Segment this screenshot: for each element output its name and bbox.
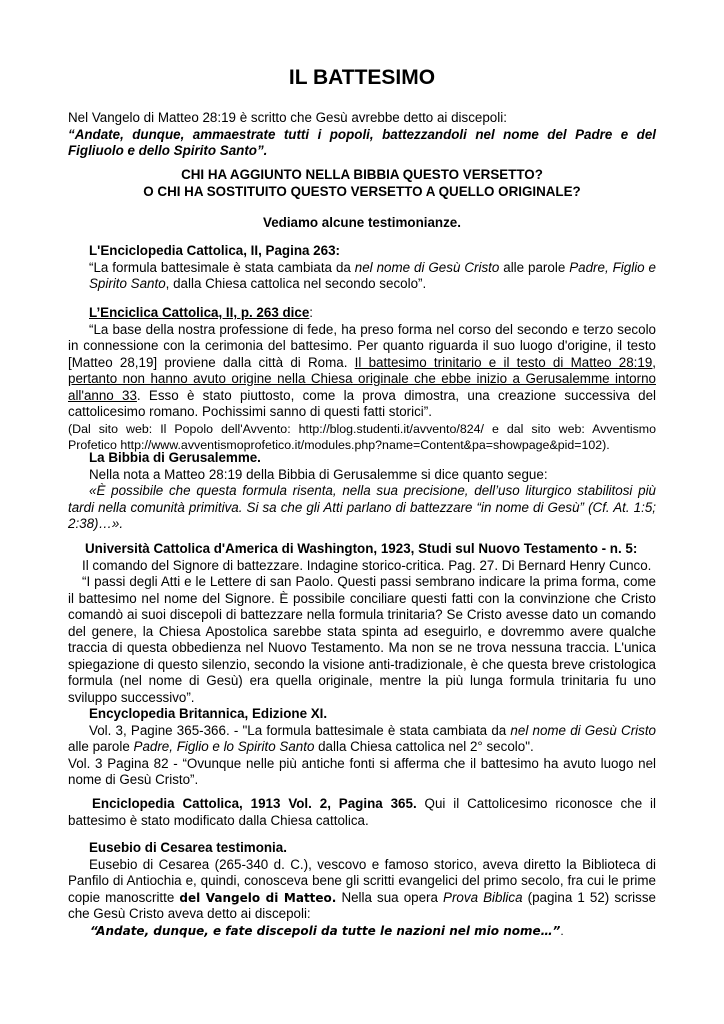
section-universita-cattolica	[68, 541, 656, 706]
question-1: CHI HA AGGIUNTO NELLA BIBBIA QUESTO VERSETTO?	[181, 167, 543, 182]
section-heading: Encyclopedia Britannica, Edizione XI.	[89, 706, 328, 721]
section-eusebio	[68, 840, 656, 939]
section-britannica	[68, 706, 656, 789]
section-text: Eusebio di Cesarea (265-340 d. C.), vescovo e famoso storico, aveva diretto la Biblioteca di Panfilo di Antiochia e, quindi, conosceva bene gli scritti evangelici del primo secolo, fra cui le prime copie manoscritte del Vangelo di Matteo. Nella sua opera Prova Biblica (pagina 1 52) scrisse che Gesù Cristo aveva detto ai discepoli:	[68, 856, 656, 921]
section-text: Vol. 3, Pagine 365-366. - "La formula battesimale è stata cambiata da nel nome di Gesù Cristo alle parole Padre, Figlio e lo Spirito Santo dalla Chiesa cattolica nel 2° secolo".	[68, 722, 656, 754]
section-source: (Dal sito web: Il Popolo dell'Avvento: http://blog.studenti.it/avvento/824/ e dal sito web: Avventismo Profetico http://www.avventismoprofetico.it/modules.php?name=Content&pa=showpage&pid=102).	[68, 421, 656, 452]
question-2: O CHI HA SOSTITUITO QUESTO VERSETTO A QUELLO ORIGINALE?	[143, 183, 581, 199]
section-text: “La base della nostra professione di fede, ha preso forma nel corso del secondo e terzo secolo in connessione con la cerimonia del battesimo. Per quanto riguarda il suo luogo d'origine, il testo [Matteo 28,19] proviene dalla città di Roma. Il battesimo trinitario e il testo di Matteo 28:19, pertanto non hanno avuto origine nella Chiesa originale che ebbe inizio a Gerusalemme intorno all'anno 33. Esso è stato piuttosto, come la prova dimostra, una creazione successiva del cattolicesimo romano. Pochissimi sanno di questi fatti storici”.	[68, 321, 657, 419]
section-heading: L’Enciclica Cattolica, II, p. 263 dice:	[89, 305, 314, 320]
testimonies-heading: Vediamo alcune testimonianze.	[263, 215, 461, 230]
section-bibbia-gerusalemme	[68, 450, 656, 533]
section-enciclopedia-cattolica	[68, 243, 656, 293]
section-heading: Università Cattolica d'America di Washington, 1923, Studi sul Nuovo Testamento - n. 5:	[85, 541, 638, 556]
section-enciclopedia-1913	[68, 796, 656, 829]
section-text-2: Vol. 3 Pagina 82 - “Ovunque nelle più antiche fonti si afferma che il battesimo ha avuto luogo nel nome di Gesù Cristo”.	[68, 755, 656, 787]
section-quote: “Andate, dunque, e fate discepoli da tutte le nazioni nel mio nome…”.	[90, 923, 564, 938]
section-text: Nella nota a Matteo 28:19 della Bibbia di Gerusalemme si dice quanto segue:	[89, 466, 548, 482]
intro-quote: “Andate, dunque, ammaestrate tutti i popoli, battezzandoli nel nome del Padre e del Figliuolo e dello Spirito Santo”.	[68, 126, 656, 158]
section-enciclica-cattolica	[68, 305, 656, 453]
section-quote: «È possibile che questa formula risenta, nella sua precisione, dell’uso liturgico stabilitosi più tardi nella comunità primitiva. Si sa che gli Atti parlano di battezzare “in nome di Gesù” (Cf. At. 1:5; 2:38)…».	[68, 483, 656, 531]
section-heading: L'Enciclopedia Cattolica, II, Pagina 263:	[89, 243, 340, 258]
section-heading: La Bibbia di Gerusalemme.	[89, 450, 261, 465]
questions-block	[68, 167, 656, 200]
intro-line: Nel Vangelo di Matteo 28:19 è scritto che Gesù avrebbe detto ai discepoli:	[68, 110, 507, 125]
intro-block	[68, 110, 656, 160]
page-title: IL BATTESIMO	[288, 66, 436, 89]
section-text: Enciclopedia Cattolica, 1913 Vol. 2, Pagina 365. Qui il Cattolicesimo riconosce che il battesimo è stato modificato dalla Chiesa cattolica.	[68, 796, 656, 828]
section-quote: “I passi degli Atti e le Lettere di san Paolo. Questi passi sembrano indicare la prima forma, come il battesimo nel nome del Signore. È possibile conciliare questi fatti con la convinzione che Cristo comandò ai suoi discepoli di battezzare nella formula trinitaria? Se Cristo avesse dato un comando del genere, la Chiesa Apostolica sarebbe stata spinta ad eseguirlo, e dovremmo avere qualche traccia di questa obbedienza nel Nuovo Testamento. Ma non se ne trova nessuna traccia. L'unica spiegazione di questo silenzio, secondo la visione anti-tradizionale, è che questa breve cristologica formula (nel nome di Gesù) era quella originale, mentre la più lunga formula trinitaria fu uno sviluppo successivo”.	[68, 574, 656, 705]
section-text: Il comando del Signore di battezzare. Indagine storico-critica. Pag. 27. Di Bernard Henry Cunco.	[82, 557, 652, 573]
section-text: “La formula battesimale è stata cambiata da nel nome di Gesù Cristo alle parole Padre, Figlio e Spirito Santo, dalla Chiesa cattolica nel secondo secolo”.	[89, 259, 656, 291]
section-heading: Eusebio di Cesarea testimonia.	[89, 840, 287, 855]
